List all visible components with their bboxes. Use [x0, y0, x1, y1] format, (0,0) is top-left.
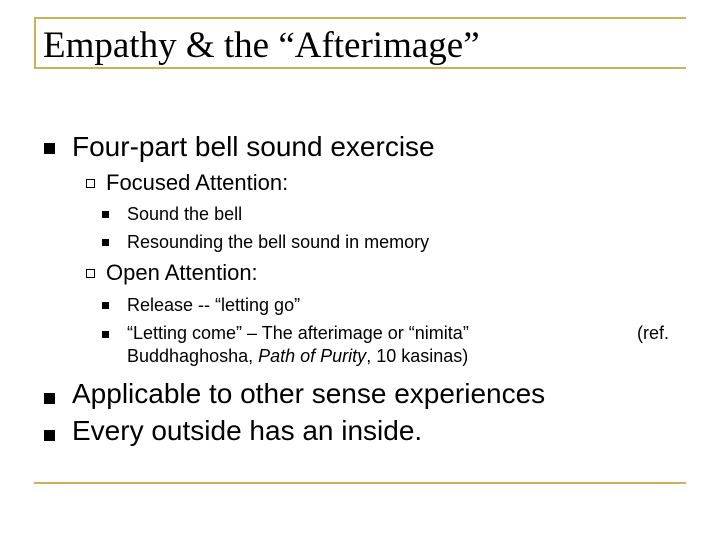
- footer-rule: [34, 482, 686, 484]
- bullet-text: Open Attention:: [106, 260, 258, 285]
- bullet-square-icon: [102, 331, 109, 338]
- bullet-text: Focused Attention:: [106, 170, 289, 195]
- bullet-text: Release -- “letting go”: [127, 295, 301, 315]
- bullet-text: Applicable to other sense experiences: [72, 378, 546, 409]
- bullet-text: Every outside has an inside.: [72, 415, 423, 446]
- hollow-square-bullet-icon: [86, 179, 95, 188]
- bullet-text-continued: [127, 345, 468, 368]
- bullet-text-ref: (ref.: [637, 323, 670, 343]
- title-top-rule: [34, 17, 686, 19]
- bullet-square-icon: [102, 239, 109, 246]
- bullet-square-icon: [44, 143, 55, 154]
- title-left-rule: [34, 17, 36, 69]
- hollow-square-bullet-icon: [86, 269, 95, 278]
- citation-title: Path of Purity: [258, 346, 367, 366]
- bullet-text: Resounding the bell sound in memory: [127, 232, 430, 252]
- bullet-text: Four-part bell sound exercise: [72, 131, 435, 162]
- bullet-square-icon: [102, 302, 109, 309]
- bullet-text: Sound the bell: [127, 204, 243, 224]
- bullet-square-icon: [44, 430, 55, 441]
- citation-author: Buddhaghosha,: [127, 346, 259, 366]
- bullet-text: “Letting come” – The afterimage or “nimita”: [127, 323, 469, 343]
- slide-title: Empathy & the “Afterimage”: [43, 25, 480, 66]
- citation-rest: , 10 kasinas): [366, 346, 469, 366]
- bullet-square-icon: [44, 393, 55, 404]
- bullet-square-icon: [102, 211, 109, 218]
